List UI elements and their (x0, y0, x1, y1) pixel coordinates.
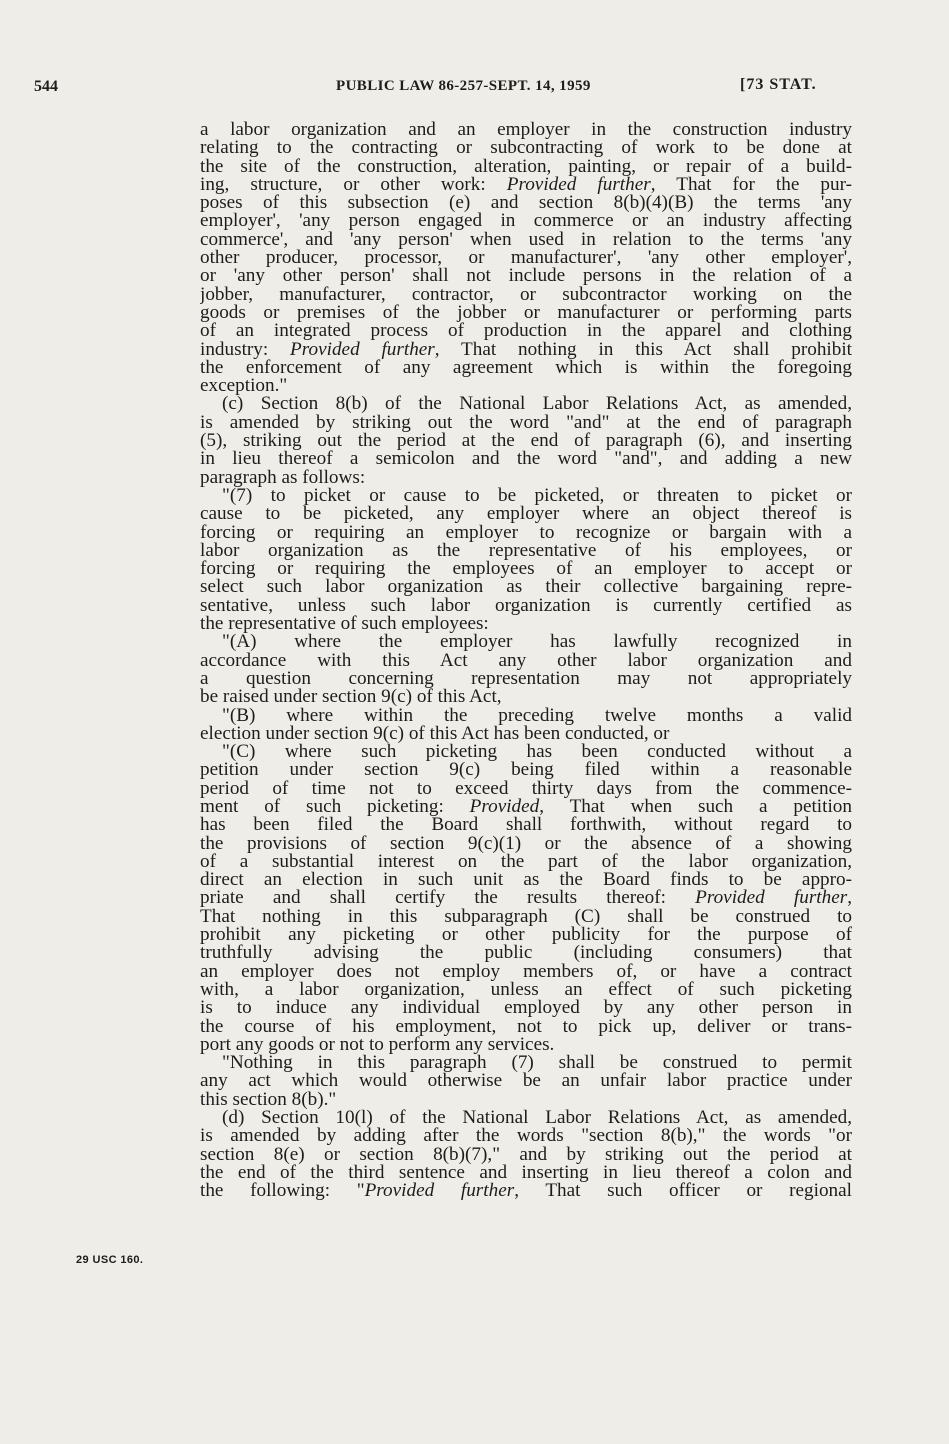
proviso-italic: Provided further (695, 889, 848, 908)
text-line: a labor organization and an employer in the construction industry (200, 121, 852, 140)
text-line: exception." (200, 377, 288, 396)
text-line: of an integrated process of production in the apparel and clothing (200, 322, 852, 341)
paragraph-7 (200, 487, 852, 633)
text-line: has been filed the Board shall forthwith, without regard to (200, 816, 852, 835)
text-line: "(C) where such picketing has been conducted without a (222, 743, 852, 762)
text-line: of a substantial interest on the part of the labor organization, (200, 852, 852, 872)
text-line: "(A) where the employer has lawfully recognized in (222, 633, 852, 652)
text-line: goods or premises of the jobber or manufacturer or performing parts (200, 303, 852, 323)
text-line: the enforcement of any agreement which is within the foregoing (200, 358, 852, 378)
running-title: PUBLIC LAW 86-257-SEPT. 14, 1959 (336, 78, 591, 94)
text-line: this section 8(b)." (200, 1090, 337, 1110)
text-line: other producer, processor, or manufacturer', 'any other employer', (200, 249, 852, 268)
text-line: section 8(e) or section 8(b)(7)," and by striking out the period at (200, 1145, 852, 1164)
text-line: the provisions of section 9(c)(1) or the absence of a showing (200, 834, 852, 853)
subparagraph-c (200, 743, 852, 1054)
text-line: (c) Section 8(b) of the National Labor Relations Act, as amended, (222, 395, 852, 414)
text-line: in lieu thereof a semicolon and the word "and", and adding a new (200, 450, 852, 469)
paragraph-nothing (200, 1054, 852, 1109)
text-line: a question concerning representation may not appropriately (200, 669, 852, 689)
proviso-italic: Provided further (290, 340, 435, 359)
text-line: petition under section 9(c) being filed within a reasonable (200, 761, 852, 780)
text-line: cause to be picketed, any employer where an object thereof is (200, 505, 852, 524)
text-line: be raised under section 9(c) of this Act, (200, 688, 502, 707)
text-line: direct an election in such unit as the Board finds to be appro- (200, 871, 852, 890)
statute-reference: [73 STAT. (740, 76, 817, 93)
page-header (0, 78, 949, 102)
text-line: any act which would otherwise be an unfair labor practice under (200, 1072, 852, 1091)
margin-citation: 29 USC 160. (76, 1254, 144, 1266)
text-line: the following: "Provided further, That such officer or regional (200, 1182, 852, 1201)
text-line: an employer does not employ members of, or have a contract (200, 962, 852, 981)
text-line: "(B) where within the preceding twelve months a valid (222, 706, 852, 725)
paragraph-b-continued (200, 121, 852, 395)
document-body (200, 121, 852, 1201)
proviso-italic: Provided further (364, 1182, 515, 1201)
text-line: ing, structure, or other work: Provided further, That for the pur- (200, 175, 852, 195)
paragraph-d (200, 1109, 852, 1200)
subparagraph-a (200, 633, 852, 706)
text-line: labor organization as the representative of his employees, or (200, 541, 852, 561)
text-line: is to induce any individual employed by any other person in (200, 999, 852, 1018)
text-line: relating to the contracting or subcontracting of work to be done at (200, 139, 852, 158)
text-line: forcing or requiring an employer to recognize or bargain with a (200, 523, 852, 542)
paragraph-c (200, 395, 852, 486)
text-line: employer', 'any person engaged in commerce or an industry affecting (200, 212, 852, 231)
text-line: ment of such picketing: Provided, That when such a petition (200, 797, 852, 817)
text-line: prohibit any picketing or other publicity for the purpose of (200, 926, 852, 945)
text-line: "Nothing in this paragraph (7) shall be construed to permit (222, 1054, 852, 1073)
text-line: industry: Provided further, That nothing in this Act shall prohibit (200, 340, 852, 359)
text-line: priate and shall certify the results thereof: Provided further, (200, 889, 852, 908)
text-line: the end of the third sentence and inserting in lieu thereof a colon and (200, 1163, 852, 1183)
text-line: sentative, unless such labor organization is currently certified as (200, 596, 852, 616)
text-line: the representative of such employees: (200, 615, 489, 634)
text-line: paragraph as follows: (200, 468, 366, 487)
page-number: 544 (34, 78, 58, 95)
text-line: is amended by striking out the word "and" at the end of paragraph (200, 413, 852, 433)
text-line: forcing or requiring the employees of an employer to accept or (200, 560, 852, 579)
text-line: with, a labor organization, unless an effect of such picketing (200, 980, 852, 1000)
subparagraph-b (200, 707, 852, 744)
text-line: is amended by adding after the words "section 8(b)," the words "or (200, 1127, 852, 1146)
text-line: (5), striking out the period at the end of paragraph (6), and inserting (200, 432, 852, 451)
text-line: truthfully advising the public (including consumers) that (200, 944, 852, 963)
text-line: poses of this subsection (e) and section 8(b)(4)(B) the terms 'any (200, 194, 852, 213)
text-line: election under section 9(c) of this Act has been conducted, or (200, 724, 670, 744)
text-line: accordance with this Act any other labor organization and (200, 651, 852, 670)
text-line: "(7) to picket or cause to be picketed, or threaten to picket or (222, 486, 852, 506)
text-line: the course of his employment, not to pick up, deliver or trans- (200, 1017, 852, 1036)
text-line: the site of the construction, alteration, painting, or repair of a build- (200, 157, 852, 176)
proviso-italic: Provided (469, 797, 540, 817)
text-line: port any goods or not to perform any services. (200, 1035, 555, 1055)
text-line: (d) Section 10(l) of the National Labor Relations Act, as amended, (222, 1109, 852, 1128)
text-line: jobber, manufacturer, contractor, or subcontractor working on the (200, 285, 852, 304)
text-line: That nothing in this subparagraph (C) shall be construed to (200, 907, 852, 927)
text-line: period of time not to exceed thirty days from the commence- (200, 779, 852, 798)
proviso-italic: Provided further (506, 175, 651, 195)
text-line: or 'any other person' shall not include persons in the relation of a (200, 267, 852, 286)
text-line: select such labor organization as their collective bargaining repre- (200, 578, 852, 597)
text-line: commerce', and 'any person' when used in relation to the terms 'any (200, 230, 852, 250)
